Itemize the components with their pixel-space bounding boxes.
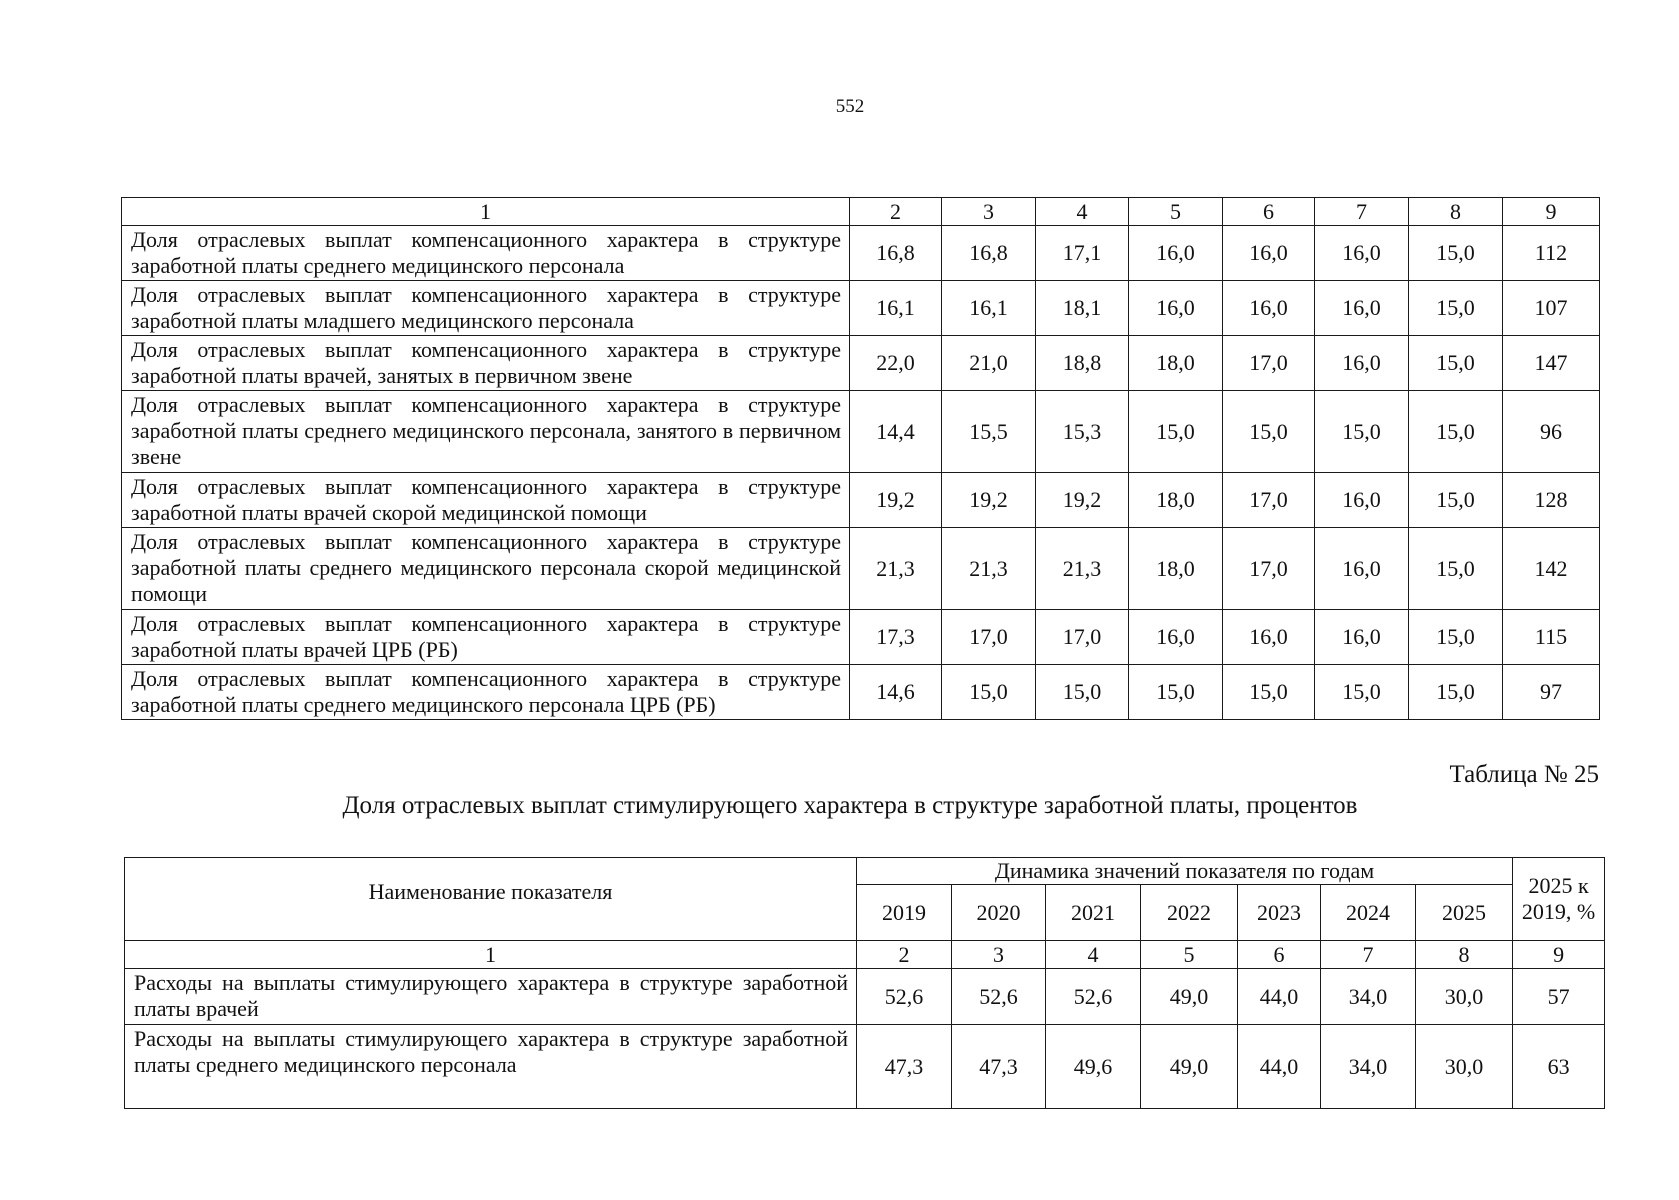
- table-row: [122, 473, 1600, 528]
- value-cell: 15,0: [1223, 391, 1315, 473]
- value-cell: 19,2: [850, 473, 942, 528]
- value-cell: 128: [1503, 473, 1600, 528]
- value-cell: 15,0: [1315, 391, 1409, 473]
- column-number: 8: [1409, 198, 1503, 226]
- value-cell: 52,6: [1046, 969, 1141, 1025]
- value-cell: 142: [1503, 528, 1600, 610]
- column-number: 2: [850, 198, 942, 226]
- value-cell: 15,0: [1036, 665, 1129, 720]
- table-row: [125, 969, 1605, 1025]
- value-cell: 16,0: [1315, 281, 1409, 336]
- value-cell: 18,0: [1129, 336, 1223, 391]
- column-number: 8: [1416, 941, 1513, 969]
- indicator-name: Расходы на выплаты стимулирующего характера в структуре заработной платы врачей: [125, 969, 857, 1025]
- value-cell: 15,0: [1315, 665, 1409, 720]
- page-number: 552: [835, 96, 865, 117]
- value-cell: 21,3: [942, 528, 1036, 610]
- value-cell: 16,0: [1129, 226, 1223, 281]
- value-cell: 49,0: [1141, 969, 1238, 1025]
- value-cell: 21,3: [850, 528, 942, 610]
- column-number: 4: [1046, 941, 1141, 969]
- value-cell: 57: [1513, 969, 1605, 1025]
- year-header: 2019: [857, 885, 952, 941]
- value-cell: 115: [1503, 610, 1600, 665]
- value-cell: 16,0: [1129, 610, 1223, 665]
- table-row: [122, 336, 1600, 391]
- column-number: 5: [1129, 198, 1223, 226]
- table-row: [125, 1025, 1605, 1109]
- value-cell: 16,1: [942, 281, 1036, 336]
- column-number: 5: [1141, 941, 1238, 969]
- value-cell: 49,0: [1141, 1025, 1238, 1109]
- column-number: 1: [122, 198, 850, 226]
- column-number: 1: [125, 941, 857, 969]
- value-cell: 18,8: [1036, 336, 1129, 391]
- column-number: 2: [857, 941, 952, 969]
- value-cell: 22,0: [850, 336, 942, 391]
- column-number: 6: [1238, 941, 1321, 969]
- indicator-name: Доля отраслевых выплат компенсационного характера в структуре заработной платы младшего медицинского персонала: [122, 281, 850, 336]
- value-cell: 18,1: [1036, 281, 1129, 336]
- table-row: [122, 665, 1600, 720]
- value-cell: 21,3: [1036, 528, 1129, 610]
- value-cell: 49,6: [1046, 1025, 1141, 1109]
- year-header: 2024: [1321, 885, 1416, 941]
- value-cell: 19,2: [1036, 473, 1129, 528]
- column-number-row: [122, 198, 1600, 226]
- indicator-name: Доля отраслевых выплат компенсационного характера в структуре заработной платы среднего медицинского персонала ЦРБ (РБ): [122, 665, 850, 720]
- value-cell: 15,0: [1129, 665, 1223, 720]
- column-number: 4: [1036, 198, 1129, 226]
- value-cell: 15,0: [942, 665, 1036, 720]
- value-cell: 15,0: [1129, 391, 1223, 473]
- indicator-name: Доля отраслевых выплат компенсационного характера в структуре заработной платы врачей, занятых в первичном звене: [122, 336, 850, 391]
- value-cell: 16,0: [1315, 528, 1409, 610]
- value-cell: 17,0: [1036, 610, 1129, 665]
- value-cell: 52,6: [952, 969, 1046, 1025]
- value-cell: 16,8: [942, 226, 1036, 281]
- value-cell: 16,8: [850, 226, 942, 281]
- indicator-name: Доля отраслевых выплат компенсационного характера в структуре заработной платы среднего медицинского персонала скорой медицинской помощи: [122, 528, 850, 610]
- incentive-payments-table: [124, 857, 1605, 1109]
- value-cell: 17,1: [1036, 226, 1129, 281]
- value-cell: 16,0: [1223, 281, 1315, 336]
- value-cell: 14,4: [850, 391, 942, 473]
- column-number: 7: [1315, 198, 1409, 226]
- value-cell: 16,0: [1315, 473, 1409, 528]
- value-cell: 30,0: [1416, 969, 1513, 1025]
- value-cell: 16,0: [1315, 226, 1409, 281]
- value-cell: 17,3: [850, 610, 942, 665]
- column-number: 6: [1223, 198, 1315, 226]
- column-number-row: [125, 941, 1605, 969]
- indicator-name: Доля отраслевых выплат компенсационного характера в структуре заработной платы среднего медицинского персонала: [122, 226, 850, 281]
- value-cell: 44,0: [1238, 969, 1321, 1025]
- header-row: [125, 858, 1605, 885]
- value-cell: 15,0: [1409, 391, 1503, 473]
- value-cell: 14,6: [850, 665, 942, 720]
- value-cell: 34,0: [1321, 1025, 1416, 1109]
- indicator-name: Расходы на выплаты стимулирующего характера в структуре заработной платы среднего медицинского персонала: [125, 1025, 857, 1109]
- indicator-name: Доля отраслевых выплат компенсационного характера в структуре заработной платы врачей ЦРБ (РБ): [122, 610, 850, 665]
- value-cell: 16,0: [1129, 281, 1223, 336]
- value-cell: 16,0: [1315, 336, 1409, 391]
- value-cell: 112: [1503, 226, 1600, 281]
- table-row: [122, 528, 1600, 610]
- value-cell: 15,0: [1409, 528, 1503, 610]
- value-cell: 16,0: [1315, 610, 1409, 665]
- value-cell: 21,0: [942, 336, 1036, 391]
- table-number: Таблица № 25: [1449, 761, 1599, 788]
- value-cell: 47,3: [952, 1025, 1046, 1109]
- value-cell: 44,0: [1238, 1025, 1321, 1109]
- year-header: 2022: [1141, 885, 1238, 941]
- value-cell: 19,2: [942, 473, 1036, 528]
- value-cell: 147: [1503, 336, 1600, 391]
- value-cell: 107: [1503, 281, 1600, 336]
- year-header: 2020: [952, 885, 1046, 941]
- value-cell: 15,0: [1409, 336, 1503, 391]
- table-title: Доля отраслевых выплат стимулирующего характера в структуре заработной платы, процентов: [342, 792, 1358, 819]
- value-cell: 96: [1503, 391, 1600, 473]
- table-row: [122, 610, 1600, 665]
- value-cell: 15,5: [942, 391, 1036, 473]
- year-header: 2023: [1238, 885, 1321, 941]
- value-cell: 15,0: [1409, 665, 1503, 720]
- value-cell: 15,0: [1409, 610, 1503, 665]
- value-cell: 15,0: [1409, 473, 1503, 528]
- year-header: 2021: [1046, 885, 1141, 941]
- compensation-payments-table: [121, 197, 1600, 720]
- ratio-header: 2025 к 2019, %: [1513, 858, 1605, 941]
- column-number: 9: [1513, 941, 1605, 969]
- value-cell: 16,0: [1223, 610, 1315, 665]
- value-cell: 15,0: [1223, 665, 1315, 720]
- value-cell: 52,6: [857, 969, 952, 1025]
- value-cell: 18,0: [1129, 528, 1223, 610]
- value-cell: 15,0: [1409, 281, 1503, 336]
- value-cell: 17,0: [1223, 528, 1315, 610]
- indicator-name: Доля отраслевых выплат компенсационного характера в структуре заработной платы среднего медицинского персонала, занятого в первичном звене: [122, 391, 850, 473]
- value-cell: 15,0: [1409, 226, 1503, 281]
- value-cell: 97: [1503, 665, 1600, 720]
- column-number: 3: [942, 198, 1036, 226]
- value-cell: 63: [1513, 1025, 1605, 1109]
- value-cell: 18,0: [1129, 473, 1223, 528]
- column-number: 3: [952, 941, 1046, 969]
- table-row: [122, 226, 1600, 281]
- value-cell: 17,0: [1223, 473, 1315, 528]
- column-number: 7: [1321, 941, 1416, 969]
- dynamics-header: Динамика значений показателя по годам: [857, 858, 1513, 885]
- value-cell: 16,1: [850, 281, 942, 336]
- value-cell: 47,3: [857, 1025, 952, 1109]
- value-cell: 30,0: [1416, 1025, 1513, 1109]
- value-cell: 34,0: [1321, 969, 1416, 1025]
- value-cell: 16,0: [1223, 226, 1315, 281]
- value-cell: 15,3: [1036, 391, 1129, 473]
- table-row: [122, 391, 1600, 473]
- indicator-name: Доля отраслевых выплат компенсационного характера в структуре заработной платы врачей скорой медицинской помощи: [122, 473, 850, 528]
- column-number: 9: [1503, 198, 1600, 226]
- table-row: [122, 281, 1600, 336]
- value-cell: 17,0: [1223, 336, 1315, 391]
- value-cell: 17,0: [942, 610, 1036, 665]
- indicator-name-header: Наименование показателя: [125, 858, 857, 941]
- year-header: 2025: [1416, 885, 1513, 941]
